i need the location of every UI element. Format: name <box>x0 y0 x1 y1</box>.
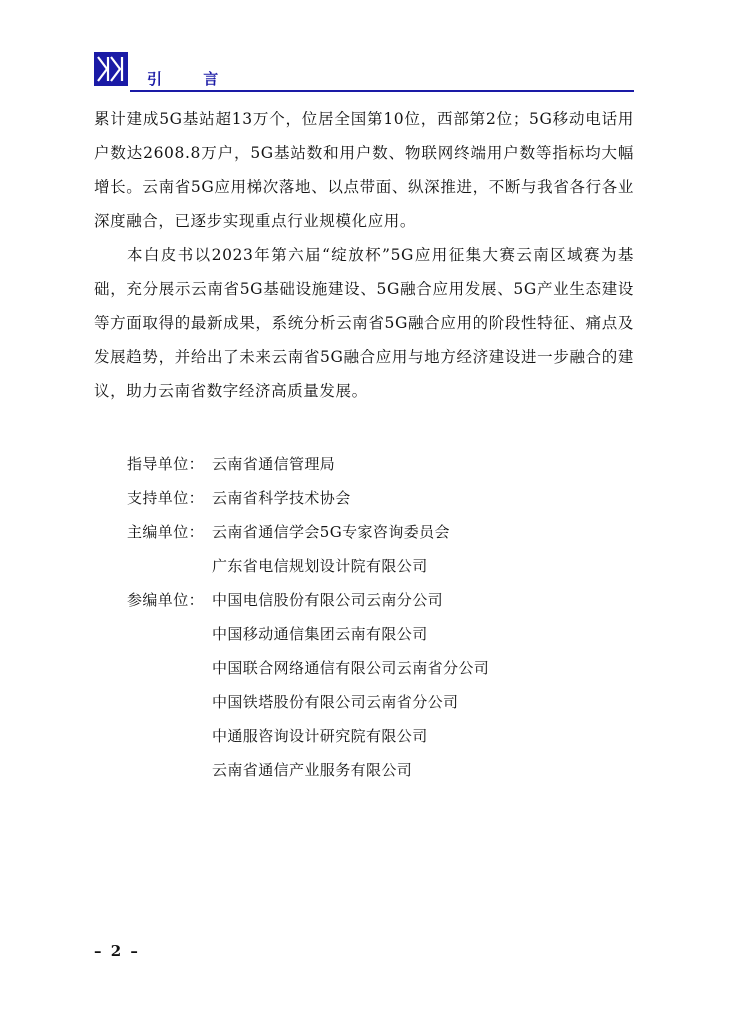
credit-label: 主编单位： <box>127 523 205 541</box>
section-title: 引 言 <box>147 70 237 88</box>
credit-row-support <box>127 481 489 515</box>
credit-organization: 云南省通信管理局 <box>212 455 336 473</box>
credit-label: 参编单位： <box>127 591 205 609</box>
page-number: – 2 – <box>94 942 140 960</box>
credits-list <box>127 447 489 787</box>
credit-organization: 广东省电信规划设计院有限公司 <box>212 557 428 575</box>
paragraph-2: 本白皮书以2023年第六届“绽放杯”5G应用征集大赛云南区域赛为基础，充分展示云南省5G基础设施建设、5G融合应用发展、5G产业生态建设等方面取得的最新成果，系统分析云南省5G融合应用的阶段性特征、痛点及发展趋势，并给出了未来云南省5G融合应用与地方经济建设进一步融合的建议，助力云南省数字经济高质量发展。 <box>94 246 634 400</box>
credit-organization: 中国移动通信集团云南有限公司 <box>212 625 428 643</box>
credit-organization: 中国电信股份有限公司云南分公司 <box>212 591 444 609</box>
credit-organization: 云南省科学技术协会 <box>212 489 351 507</box>
credit-organization: 云南省通信学会5G专家咨询委员会 <box>212 523 450 541</box>
credit-label: 支持单位： <box>127 489 205 507</box>
paragraph-1: 累计建成5G基站超13万个，位居全国第10位，西部第2位；5G移动电话用户数达2608.8万户，5G基站数和用户数、物联网终端用户数等指标均大幅增长。云南省5G应用梯次落地、以点带面、纵深推进，不断与我省各行各业深度融合，已逐步实现重点行业规模化应用。 <box>94 110 634 230</box>
credit-organization: 云南省通信产业服务有限公司 <box>212 761 413 779</box>
introduction-body <box>94 102 634 408</box>
page-header <box>94 52 634 92</box>
credit-row-chief-editor <box>127 515 489 583</box>
credit-organization: 中国铁塔股份有限公司云南省分公司 <box>212 693 459 711</box>
credit-organization: 中通服咨询设计研究院有限公司 <box>212 727 428 745</box>
credit-organization: 中国联合网络通信有限公司云南省分公司 <box>212 659 490 677</box>
credit-row-guidance <box>127 447 489 481</box>
header-divider <box>130 90 634 92</box>
credit-label: 指导单位： <box>127 455 205 473</box>
publisher-logo-icon <box>94 52 128 86</box>
credit-row-contributors <box>127 583 489 787</box>
